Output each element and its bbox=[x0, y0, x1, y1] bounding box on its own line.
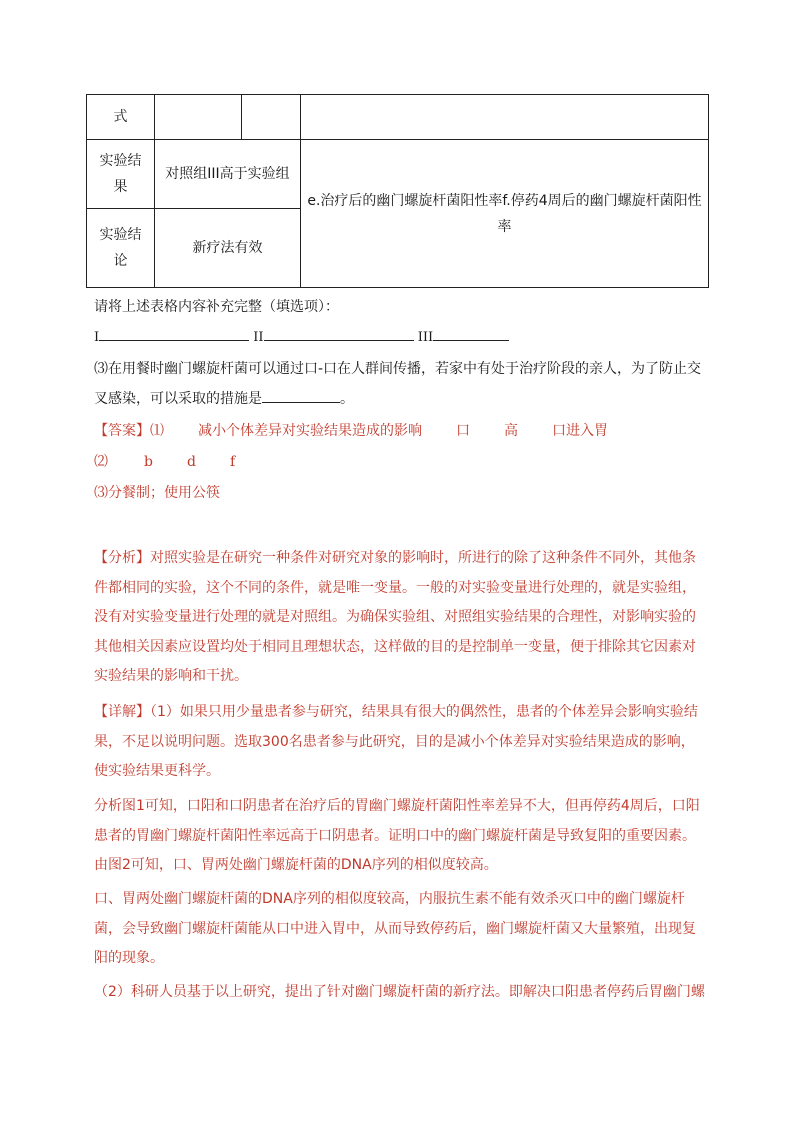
answer-1c: 高 bbox=[504, 423, 518, 439]
answer-1a: 减小个体差异对实验结果造成的影响 bbox=[198, 423, 422, 439]
question-3 bbox=[94, 355, 706, 414]
table-row bbox=[87, 95, 709, 140]
answer-line-1 bbox=[94, 417, 714, 445]
table-cell-result: 对照组III高于实验组 bbox=[155, 140, 301, 209]
answer-line-3: ⑶分餐制；使用公筷 bbox=[94, 485, 220, 501]
blank-ii bbox=[264, 324, 414, 341]
answer-blanks-line bbox=[94, 324, 714, 352]
answer-2c: f bbox=[229, 454, 236, 470]
table-cell-label: 式 bbox=[87, 95, 155, 140]
answer-tag: 【答案】 bbox=[94, 423, 150, 439]
analysis-paragraph bbox=[94, 544, 706, 692]
blank-iii bbox=[433, 324, 509, 341]
detail-paragraph-1 bbox=[94, 698, 706, 787]
table-cell-empty bbox=[155, 95, 242, 140]
blank-label-ii: II bbox=[253, 330, 264, 345]
table-cell-label: 实验结果 bbox=[87, 140, 155, 209]
question-3-text: ⑶在用餐时幽门螺旋杆菌可以通过口-口在人群间传播，若家中有处于治疗阶段的亲人，为了防止交叉感染，可以采取的措施是 bbox=[94, 361, 702, 407]
table-cell-empty bbox=[301, 95, 709, 140]
table-cell-label: 实验结论 bbox=[87, 209, 155, 288]
analysis-text: 对照实验是在研究一种条件对研究对象的影响时，所进行的除了这种条件不同外，其他条件都相同的实验，这个不同的条件，就是唯一变量。一般的对实验变量进行处理的，就是实验组，没有对实验变量进行处理的就是对照组。为确保实验组、对照组实验结果的合理性，对影响实验的其他相关因素应设置均处于相同且理想状态，这样做的目的是控制单一变量，便于排除其它因素对实验结果的影响和干扰。 bbox=[94, 550, 696, 684]
answer-2b: d bbox=[186, 454, 196, 470]
blank-i bbox=[99, 324, 249, 341]
blank-label-iii: III bbox=[417, 330, 434, 345]
instruction-text: 请将上述表格内容补充完整（填选项）： bbox=[94, 299, 339, 315]
answer-1d: 口进入胃 bbox=[552, 423, 608, 439]
answer-num-1: ⑴ bbox=[150, 423, 164, 439]
detail-paragraph-3: 口、胃两处幽门螺旋杆菌的DNA序列的相似度较高，内服抗生素不能有效杀灭口中的幽门螺旋杆菌，会导致幽门螺旋杆菌能从口中进入胃中，从而导致停药后，幽门螺旋杆菌又大量繁殖，出现复阳的现象。 bbox=[94, 891, 696, 966]
table-cell-empty bbox=[242, 95, 301, 140]
answer-1b: 口 bbox=[456, 423, 470, 439]
detail-paragraph-2: 分析图1可知，口阳和口阴患者在治疗后的胃幽门螺旋杆菌阳性率差异不大，但再停药4周后，口阳患者的胃幽门螺旋杆菌阳性率远高于口阴患者。证明口中的幽门螺旋杆菌是导致复阳的重要因素。由图2可知，口、胃两处幽门螺旋杆菌的DNA序列的相似度较高。 bbox=[94, 798, 700, 873]
table-cell-conclusion: 新疗法有效 bbox=[155, 209, 301, 288]
analysis-tag: 【分析】 bbox=[94, 550, 150, 566]
question-3-end: 。 bbox=[340, 390, 354, 407]
detail-tag: 【详解】 bbox=[94, 704, 150, 720]
detail-paragraph-4: （2）科研人员基于以上研究，提出了针对幽门螺旋杆菌的新疗法。即解决口阳患者停药后胃幽门螺 bbox=[94, 984, 705, 1000]
detail-text-1: （1）如果只用少量患者参与研究，结果具有很大的偶然性，患者的个体差异会影响实验结果，不足以说明问题。选取300名患者参与此研究，目的是减小个体差异对实验结果造成的影响，使实验结果更科学。 bbox=[94, 704, 698, 779]
blank-q3 bbox=[262, 386, 340, 403]
blank-label-i: I bbox=[94, 330, 100, 345]
answer-num-2: ⑵ bbox=[94, 454, 108, 470]
answer-2a: b bbox=[144, 454, 153, 470]
table-row bbox=[87, 140, 709, 209]
experiment-table bbox=[86, 94, 709, 288]
answer-line-2 bbox=[94, 448, 714, 476]
table-cell-right: e.治疗后的幽门螺旋杆菌阳性率f.停药4周后的幽门螺旋杆菌阳性率 bbox=[301, 140, 709, 288]
